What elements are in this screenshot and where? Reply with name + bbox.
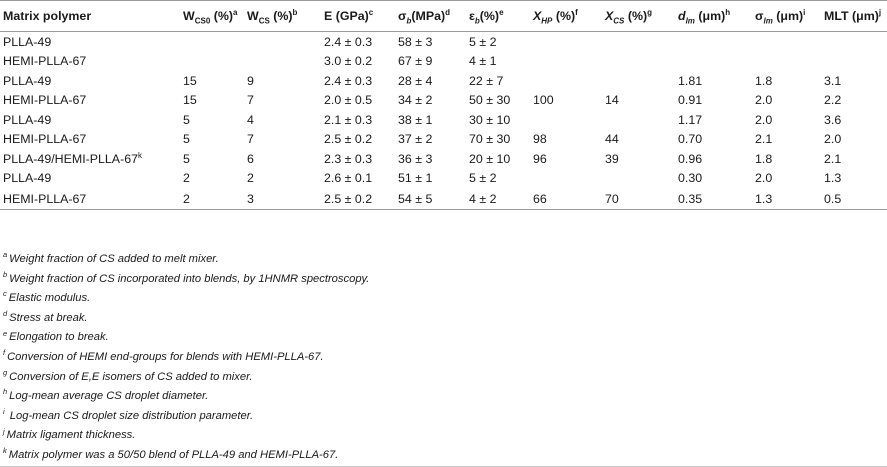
- cell-sigma-b: 37 ± 2: [398, 132, 433, 147]
- cell-eps-b: 50 ± 30: [469, 93, 511, 108]
- cell-wcs: 3: [244, 188, 321, 210]
- cell-xhp: [530, 52, 602, 72]
- footnote: $^c$ Elastic modulus.: [3, 289, 91, 305]
- cell-wcs: 4: [247, 112, 254, 127]
- col-header-matrix: Matrix polymer: [0, 1, 180, 32]
- cell-xcs: 70: [602, 188, 675, 210]
- cell-xhp: [530, 169, 602, 189]
- cell-wcs0: [180, 32, 244, 52]
- cell-eps-b: 4 ± 2: [466, 188, 530, 210]
- cell-wcs0: 15: [183, 93, 197, 108]
- footnote: $^j$ Matrix ligament thickness.: [3, 426, 136, 442]
- col-header-mlt: MLT $(\mu m)^j$: [821, 1, 887, 32]
- cell-wcs0: [180, 52, 244, 72]
- cell-sigma-lm: 2.1: [755, 132, 773, 147]
- cell-matrix: PLLA-49: [3, 171, 52, 186]
- footnote: $^h$ Log-mean average CS droplet diameter.: [3, 387, 209, 403]
- cell-wcs0: 2: [180, 188, 244, 210]
- footnote: $^e$ Elongation to break.: [3, 328, 109, 344]
- cell-eps-b: 4 ± 1: [469, 54, 497, 69]
- table-footnotes: [0, 250, 887, 467]
- cell-mlt: 2.0: [824, 132, 842, 147]
- cell-wcs: [244, 52, 321, 72]
- footnote: $^g$ Conversion of E,E isomers of CS added to mixer.: [3, 367, 253, 383]
- table-row: [0, 32, 887, 52]
- cell-matrix: PLLA-49: [3, 112, 52, 127]
- cell-wcs: 2: [247, 171, 254, 186]
- cell-dlm: 0.35: [675, 188, 752, 210]
- cell-xcs: [602, 32, 675, 52]
- table-row: [0, 149, 887, 169]
- cell-e: 2.5 ± 0.2: [321, 188, 395, 210]
- col-header-wcs0: $W_{CS0}$ (%)$^a$: [180, 1, 244, 32]
- cell-sigma-b: 36 ± 3: [398, 151, 433, 166]
- cell-xcs: 44: [605, 132, 619, 147]
- cell-matrix: HEMI-PLLA-67: [3, 132, 87, 147]
- cell-wcs0: 15: [183, 73, 197, 88]
- table-row: [0, 91, 887, 111]
- cell-e: 2.0 ± 0.5: [324, 93, 373, 108]
- cell-mlt: 1.3: [824, 171, 842, 186]
- cell-dlm: 0.96: [678, 151, 703, 166]
- cell-wcs0: 5: [183, 112, 190, 127]
- cell-eps-b: 70 ± 30: [469, 132, 511, 147]
- col-header-dlm: $d_{lm}$ $(\mu m)^h$: [675, 1, 752, 32]
- cell-eps-b: 20 ± 10: [469, 151, 511, 166]
- cell-matrix: PLLA-49: [3, 73, 52, 88]
- cell-mlt: 3.6: [824, 112, 842, 127]
- cell-e: 2.4 ± 0.3: [324, 73, 373, 88]
- cell-xcs: 14: [605, 93, 619, 108]
- cell-xhp: [530, 71, 602, 91]
- cell-sigma-lm: 2.0: [755, 93, 773, 108]
- cell-xhp: [530, 110, 602, 130]
- col-header-elongation: $\varepsilon_b(\%)^e$: [466, 1, 530, 32]
- cell-matrix: HEMI-PLLA-67: [3, 54, 87, 69]
- cell-dlm: [675, 32, 752, 52]
- cell-matrix: PLLA-49/HEMI-PLLA-67$^k$: [3, 150, 142, 166]
- cell-sigma-b: 51 ± 1: [398, 171, 433, 186]
- cell-mlt: 2.1: [824, 151, 842, 166]
- cell-wcs: [244, 32, 321, 52]
- col-header-xhp: $X_{HP}$ (%)$^f$: [530, 1, 602, 32]
- cell-xcs: 39: [605, 151, 619, 166]
- cell-sigma-b: 28 ± 4: [398, 73, 433, 88]
- cell-mlt: [821, 52, 887, 72]
- header-row: [0, 1, 887, 32]
- cell-dlm: [675, 52, 752, 72]
- cell-eps-b: 22 ± 7: [469, 73, 504, 88]
- footnote: $^d$ Stress at break.: [3, 309, 88, 324]
- table-row: [0, 71, 887, 91]
- cell-mlt: 2.2: [824, 93, 842, 108]
- table-row: [0, 188, 887, 210]
- cell-wcs0: 5: [183, 132, 190, 147]
- cell-matrix: PLLA-49: [3, 34, 52, 49]
- cell-sigma-lm: [752, 32, 821, 52]
- cell-dlm: 0.30: [678, 171, 703, 186]
- cell-xcs: [602, 110, 675, 130]
- col-header-stress: $\sigma_b(MPa)^d$: [395, 1, 466, 32]
- footnote: $^b$ Weight fraction of CS incorporated into blends, by 1HNMR spectroscopy.: [3, 269, 370, 285]
- cell-xcs: [602, 169, 675, 189]
- cell-e: 2.6 ± 0.1: [324, 171, 373, 186]
- cell-mlt: 0.5: [821, 188, 887, 210]
- cell-xhp: [530, 32, 602, 52]
- cell-sigma-lm: 2.0: [755, 171, 773, 186]
- cell-sigma-b: 38 ± 1: [398, 112, 433, 127]
- footnote-mark: k: [137, 150, 142, 160]
- cell-dlm: 1.17: [678, 112, 703, 127]
- cell-e: 2.3 ± 0.3: [324, 151, 373, 166]
- cell-sigma-b: 54 ± 5: [395, 188, 466, 210]
- cell-sigma-b: 34 ± 2: [398, 93, 433, 108]
- cell-matrix: HEMI-PLLA-67: [0, 188, 180, 210]
- cell-e: 3.0 ± 0.2: [324, 54, 373, 69]
- cell-eps-b: 5 ± 2: [469, 171, 497, 186]
- results-table: [0, 0, 887, 210]
- cell-e: 2.4 ± 0.3: [324, 34, 373, 49]
- footnote: $^i$ Log-mean CS droplet size distribution parameter.: [3, 407, 254, 422]
- table-row: [0, 52, 887, 72]
- footnote: $^f$ Conversion of HEMI end-groups for blends with HEMI-PLLA-67.: [3, 348, 324, 363]
- col-header-xcs: $X_{CS}$ (%)$^g$: [602, 1, 675, 32]
- cell-sigma-lm: [752, 52, 821, 72]
- cell-sigma-lm: 1.8: [755, 73, 773, 88]
- cell-wcs: 7: [247, 93, 254, 108]
- cell-sigma-lm: 1.8: [755, 151, 773, 166]
- cell-sigma-b: 67 ± 9: [398, 54, 433, 69]
- cell-xhp: 100: [533, 93, 554, 108]
- cell-xhp: 66: [530, 188, 602, 210]
- table-row: [0, 110, 887, 130]
- cell-xhp: 98: [533, 132, 547, 147]
- cell-eps-b: 30 ± 10: [469, 112, 511, 127]
- cell-matrix: HEMI-PLLA-67: [3, 93, 87, 108]
- cell-dlm: 0.70: [678, 132, 703, 147]
- cell-xhp: 96: [533, 151, 547, 166]
- table-row: [0, 130, 887, 150]
- cell-wcs0: 5: [183, 151, 190, 166]
- cell-eps-b: 5 ± 2: [469, 34, 497, 49]
- table-row: [0, 169, 887, 189]
- cell-wcs: 6: [247, 151, 254, 166]
- cell-xcs: [602, 52, 675, 72]
- cell-dlm: 1.81: [678, 73, 703, 88]
- cell-xcs: [602, 71, 675, 91]
- cell-mlt: [821, 32, 887, 52]
- cell-sigma-lm: 2.0: [755, 112, 773, 127]
- cell-e: 2.5 ± 0.2: [324, 132, 373, 147]
- col-header-modulus: E (GPa)$^c$: [321, 1, 395, 32]
- footnote: $^k$ Matrix polymer was a 50/50 blend of PLLA-49 and HEMI-PLLA-67.: [0, 446, 887, 467]
- cell-wcs0: 2: [183, 171, 190, 186]
- cell-mlt: 3.1: [824, 73, 842, 88]
- cell-sigma-b: 58 ± 3: [398, 34, 433, 49]
- col-header-wcs: $W_{CS}$ (%)$^b$: [244, 1, 321, 32]
- cell-sigma-lm: 1.3: [752, 188, 821, 210]
- cell-dlm: 0.91: [678, 93, 703, 108]
- cell-e: 2.1 ± 0.3: [324, 112, 373, 127]
- col-header-sigma-lm: $\sigma_{lm}$ $(\mu m)^i$: [752, 1, 821, 32]
- footnote: $^a$ Weight fraction of CS added to melt mixer.: [3, 250, 219, 265]
- cell-wcs: 9: [247, 73, 254, 88]
- cell-wcs: 7: [247, 132, 254, 147]
